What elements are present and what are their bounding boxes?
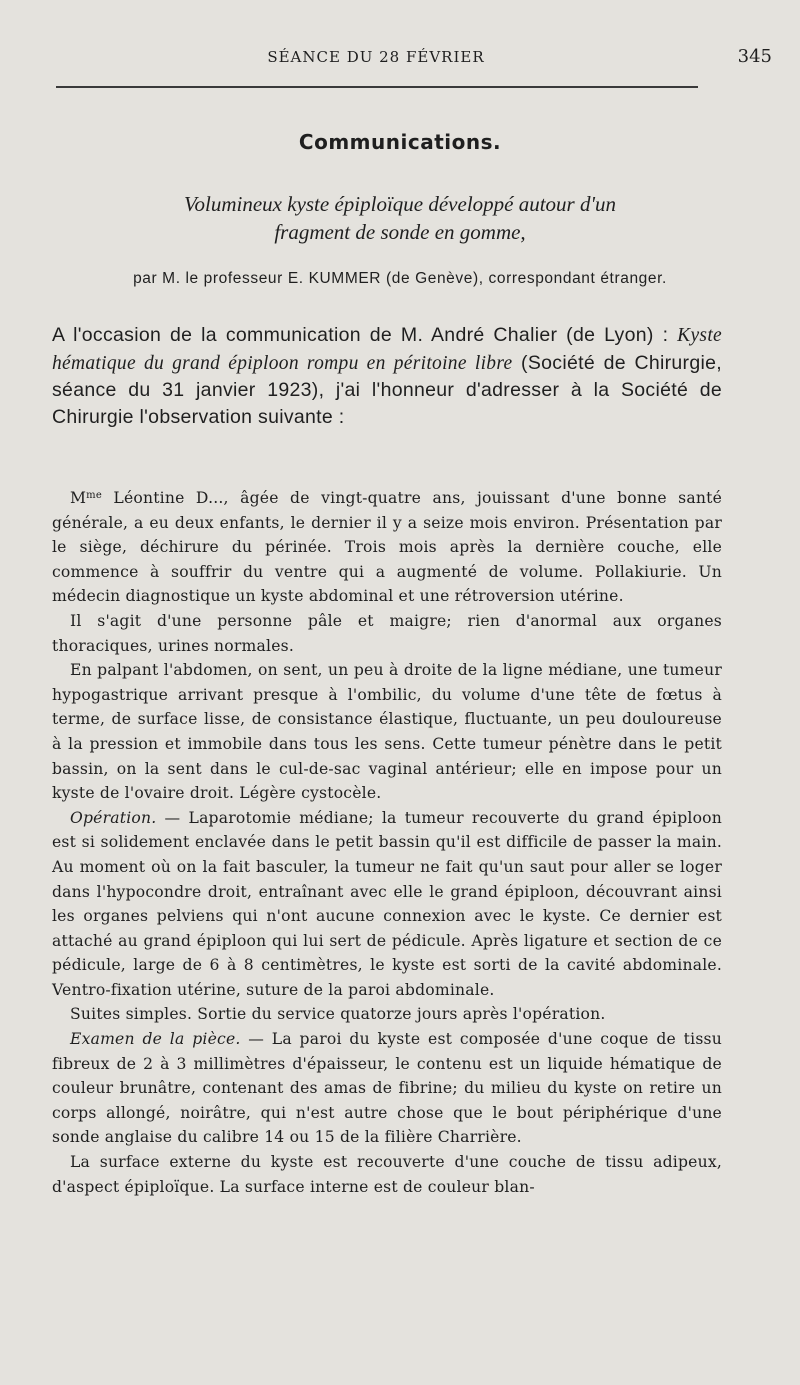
page-number: 345 (737, 46, 772, 67)
salutation-superscript: me (86, 490, 102, 501)
intro-italic-title: Kyste hématique du grand épiploon rompu en péritoine libre (52, 325, 722, 374)
operation-label: Opération. (70, 808, 157, 827)
examination-label: Examen de la pièce. (70, 1030, 241, 1049)
intro-text-2: (Société de Chirurgie, séance du 31 janvier 1923), j'ai l'honneur d'adresser à la Société de Chirurgie l'observation suivante : (52, 351, 722, 428)
paragraph-follow-up: Suites simples. Sortie du service quatorze jours après l'opération. (70, 1005, 606, 1024)
paragraph-examination (52, 1027, 722, 1150)
article-title (60, 190, 740, 246)
paragraph-patient (52, 486, 722, 609)
byline: par M. le professeur E. KUMMER (de Genève), correspondant étranger. (133, 270, 667, 287)
paragraph-palpation: En palpant l'abdomen, on sent, un peu à droite de la ligne médiane, une tumeur hypogastrique arrivant presque à l'ombilic, du volume d'une tête de fœtus à terme, de surface lisse, de consistance élastique, fluctuante, un peu douloureuse à la pression et immobile dans tous les sens. Cette tumeur pénètre dans le petit bassin, on la sent dans le cul-de-sac vaginal antérieur; elle en impose pour un kyste de l'ovaire droit. Légère cystocèle. (52, 661, 722, 803)
paragraph-surface: La surface externe du kyste est recouverte d'une couche de tissu adipeux, d'aspect épiploïque. La surface interne est de couleur blan- (52, 1153, 722, 1196)
intro-text-1: A l'occasion de la communication de M. André Chalier (de Lyon) : (52, 324, 678, 346)
examination-text: — La paroi du kyste est composée d'une coque de tissu fibreux de 2 à 3 millimètres d'épaisseur, le contenu est un liquide hématique de couleur brunâtre, contenant des amas de fibrine; du milieu du kyste on retire un corps allongé, noirâtre, qui n'est autre chose que le bout périphérique d'une sonde anglaise du calibre 14 ou 15 de la filière Charrière. (52, 1030, 722, 1147)
article-title-line-1: Volumineux kyste épiploïque développé autour d'un (184, 192, 616, 216)
paragraph-operation (52, 806, 722, 1003)
intro-paragraph (52, 322, 722, 430)
section-title: Communications. (298, 130, 502, 154)
body-text (52, 486, 722, 1199)
paragraph-general-state: Il s'agit d'une personne pâle et maigre; rien d'anormal aux organes thoraciques, urines normales. (52, 611, 722, 655)
operation-text: — Laparotomie médiane; la tumeur recouverte du grand épiploon est si solidement enclavée dans le petit bassin qu'il est difficile de passer la main. Au moment où on la fait basculer, la tumeur ne fait qu'un saut pour aller se loger dans l'hypocondre droit, entraînant avec elle le grand épiploon, découvrant ainsi les organes pelviens qui n'ont aucune connexion avec le kyste. Ce dernier est attaché au grand épiploon qui lui sert de pédicule. Après ligature et section de ce pédicule, large de 6 à 8 centimètres, le kyste est sorti de la cavité abdominale. Ventro-fixation utérine, suture de la paroi abdominale. (52, 808, 722, 999)
paragraph-patient-text: Léontine D..., âgée de vingt-quatre ans, jouissant d'une bonne santé générale, a eu deux enfants, le dernier il y a seize mois environ. Présentation par le siège, déchirure du périnée. Trois mois après la dernière couche, elle commence à souffrir du ventre qui a augmenté de volume. Pollakiurie. Un médecin diagnostique un kyste abdominal et une rétroversion utérine. (52, 489, 722, 606)
article-title-line-2: fragment de sonde en gomme, (274, 220, 526, 244)
header-rule (56, 86, 698, 88)
running-title: SÉANCE DU 28 FÉVRIER (267, 48, 485, 66)
salutation-prefix: M (70, 489, 87, 507)
running-head (52, 46, 772, 74)
